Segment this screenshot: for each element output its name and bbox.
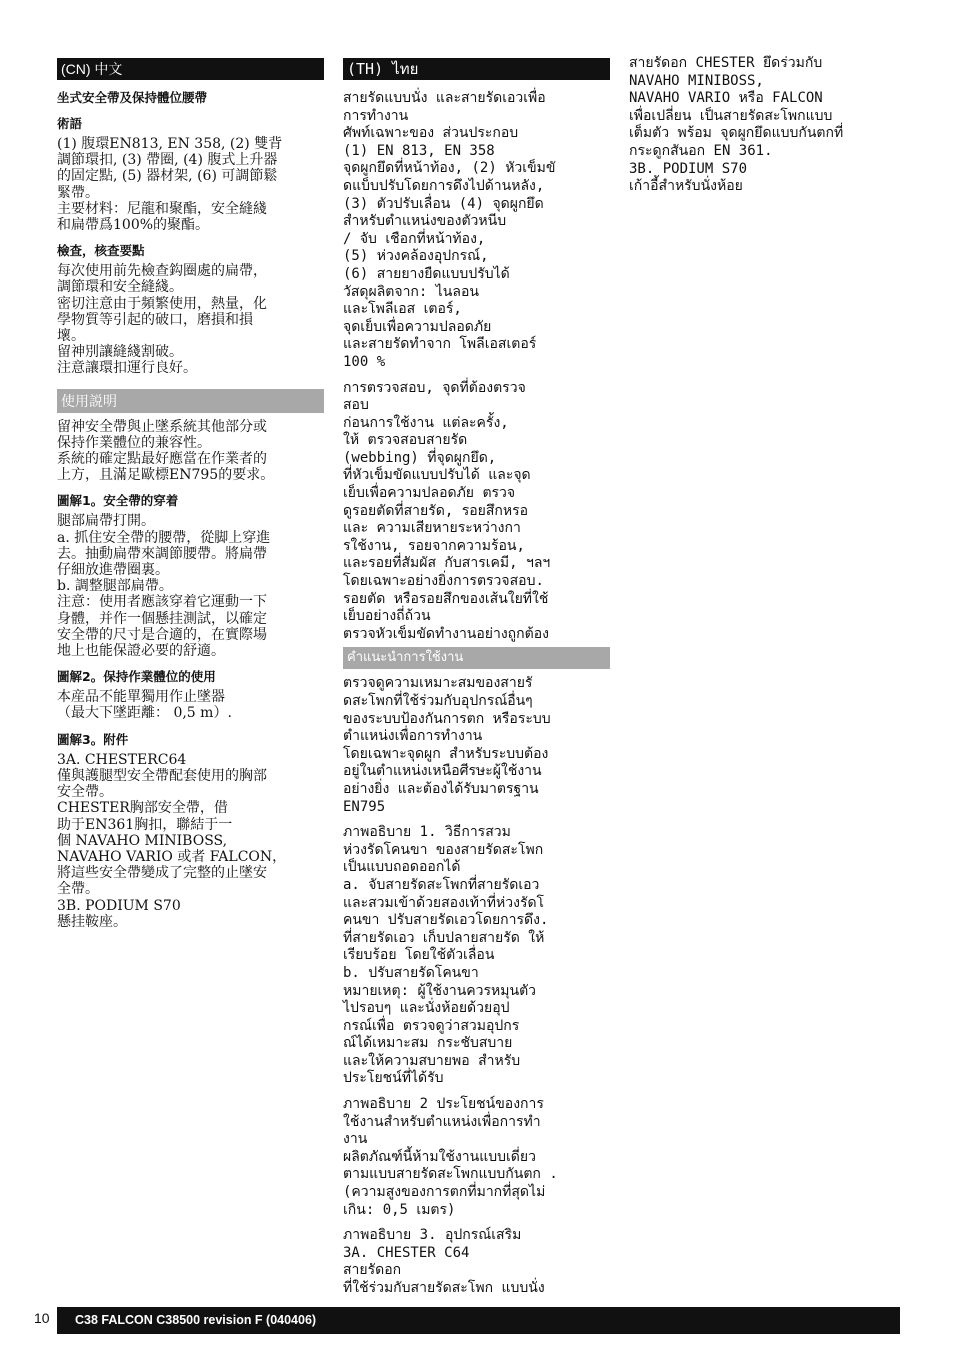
text-line: และสวมเข้าด้วยสองเท้าที่ห่วงรัดโ — [343, 894, 545, 911]
text-line: งาน — [343, 1131, 368, 1148]
text-line: การทำงาน — [343, 107, 409, 124]
fig2-text-th — [343, 1096, 610, 1219]
intro-text-th — [343, 90, 610, 372]
text-line: เต็มตัว พร้อม จุดผูกยึดแบบกันตกที่ — [629, 125, 844, 142]
text-line: (5) ห่วงคล้องอุปกรณ์, — [343, 248, 489, 265]
fig3-text-cn — [57, 752, 324, 930]
text-line: （最大下墜距離： 0,5 m）. — [57, 705, 232, 722]
text-line: ใช้งานสำหรับตำแหน่งเพื่อการทำ — [343, 1113, 541, 1130]
text-line: 的固定點, (5) 器材架, (6) 可調節鬆 — [57, 168, 278, 185]
column-chinese — [57, 58, 324, 930]
text-line: เย็บอย่างถี่ถ้วน — [343, 608, 431, 625]
text-line: เก้าอี้สำหรับนั่งห้อย — [629, 178, 743, 195]
text-line: 將這些安全帶變成了完整的止墜安 — [57, 865, 267, 882]
text-line: NAVAHO VARIO 或者 FALCON， — [57, 848, 287, 865]
text-line: ของระบบป้องกันการตก หรือระบบ — [343, 710, 551, 727]
text-line: เพื่อเปลี่ยน เป็นสายรัดสะโพกแบบ — [629, 107, 833, 124]
text-line: รใช้งาน, รอยจากความร้อน, — [343, 537, 525, 554]
text-line: และสายรัดทำจาก โพลีเอสเตอร์ — [343, 336, 537, 353]
text-line: CHESTER胸部安全帶，借 — [57, 800, 228, 817]
text-line: 本産品不能單獨用作止墜器 — [57, 689, 225, 706]
text-line: ให้ ตรวจสอบสายรัด — [343, 432, 468, 449]
text-line: ที่สายรัดเอว เก็บปลายสายรัด ให้ — [343, 929, 545, 946]
text-line: 3B. PODIUM S70 — [629, 160, 748, 177]
fig3-heading-cn: 圖解3。附件 — [57, 731, 129, 747]
instructions-header-cn: 使用説明 — [57, 389, 324, 413]
fig1-text-cn — [57, 513, 324, 659]
text-line: ตรวจหัวเข็มขัดทำงานอย่างถูกต้อง — [343, 625, 549, 642]
fig2-text-cn — [57, 689, 324, 721]
text-line: ดสะโพกที่ใช้ร่วมกับอุปกรณ์อื่นๆ — [343, 693, 533, 709]
instructions-text-cn — [57, 419, 324, 484]
text-line: กรณ์เพื่อ ตรวจดูว่าสวมอุปกร — [343, 1017, 520, 1034]
text-line: ภาพอธิบาย 1. วิธีการสวม — [343, 824, 511, 841]
text-line: a. จับสายรัดสะโพกที่สายรัดเอว — [343, 876, 540, 893]
text-line: สำหรับตำแหน่งของตัวหนีบ — [343, 213, 507, 230]
text-line: ณ์ได้เหมาะสม กระชับสบาย — [343, 1035, 513, 1052]
text-line: ห่วงรัดโคนขา ของสายรัดสะโพก — [343, 841, 544, 858]
text-line: 緊帶。 — [57, 184, 99, 201]
text-line: ดแบ็บปรับโดยการดึงไปด้านหลัง, — [343, 177, 545, 194]
text-line: โดยเฉพาะอย่างยิ่งการตรวจสอบ. — [343, 573, 544, 590]
text-line: สายรัดอก CHESTER ยึดร่วมกับ — [629, 55, 823, 71]
text-line: b. ปรับสายรัดโคนขา — [343, 964, 479, 981]
text-line: 調節環扣, (3) 帶圈, (4) 腹式上升器 — [57, 152, 278, 169]
text-line: 100 % — [343, 353, 386, 370]
text-line: (6) สายยางยืดแบบปรับได้ — [343, 265, 510, 282]
text-line: สายรัดแบบนั่ง และสายรัดเอวเพื่อ — [343, 90, 546, 106]
text-line: และโพลีเอส เตอร์, — [343, 301, 462, 318]
text-line: EN795 — [343, 798, 386, 815]
text-line: 每次使用前先檢查鈎圈處的扁帶， — [57, 263, 267, 280]
text-line: 3B. PODIUM S70 — [57, 897, 181, 914]
col3-text-th — [629, 55, 899, 196]
text-line: 安全帶。 — [57, 784, 113, 801]
text-line: 全帶。 — [57, 881, 99, 898]
text-line: ตรวจดูความเหมาะสมของสายรั — [343, 675, 533, 692]
text-line: ที่หัวเข็มขัดแบบปรับได้ และจุด — [343, 467, 531, 484]
text-line: 仔細放進帶圈裏。 — [57, 562, 169, 579]
text-line: โดยเฉพาะจุดผูก สำหรับระบบต้อง — [343, 745, 549, 762]
text-line: b. 調整腿部扁帶。 — [57, 578, 173, 595]
text-line: อยู่ในตำแหน่งเหนือศีรษะผู้ใช้งาน — [343, 763, 542, 780]
text-line: ตามแบบสายรัดสะโพกแบบกันตก . — [343, 1166, 558, 1183]
text-line: 助于EN361胸扣，聯結于一 — [57, 816, 233, 833]
text-line: ที่ใช้ร่วมกับสายรัดสะโพก แบบนั่ง — [343, 1280, 545, 1296]
text-line: 個 NAVAHO MINIBOSS, — [57, 832, 228, 849]
footer-bar — [57, 1307, 900, 1334]
text-line: 注意：使用者應該穿着它運動一下 — [57, 594, 267, 611]
text-line: 安全帶的尺寸是合適的，在實際場 — [57, 626, 267, 643]
column-thai-continued — [629, 55, 899, 196]
text-line: ประโยชน์ที่ได้รับ — [343, 1070, 444, 1087]
fig1-heading-cn: 圖解1。安全帶的穿着 — [57, 493, 179, 509]
document-revision-title: C38 FALCON C38500 revision F (040406) — [75, 1313, 317, 1327]
fig2-heading-cn: 圖解2。保持作業體位的使用 — [57, 669, 216, 685]
instructions-header-th: คำแนะนำการใช้งาน — [343, 647, 610, 669]
text-line: (1) EN 813, EN 358 — [343, 142, 495, 159]
text-line: 地上也能保證必要的舒適。 — [57, 643, 225, 660]
text-line: สายรัดอก — [343, 1262, 402, 1279]
text-line: จุดเย็บเพื่อความปลอดภัย — [343, 318, 492, 335]
text-line: 學物質等引起的破口，磨損和損 — [57, 311, 253, 328]
text-line: 注意讓環扣運行良好。 — [57, 360, 197, 377]
text-line: ตำแหน่งเพื่อการทำงาน — [343, 728, 483, 745]
text-line: การตรวจสอบ, จุดที่ต้องตรวจ — [343, 379, 526, 396]
text-line: (1) 腹環EN813, EN 358, (2) 雙背 — [57, 136, 283, 152]
text-line: (3) ตัวปรับเลื่อน (4) จุดผูกยึด — [343, 195, 544, 212]
text-line: 懸挂鞍座。 — [57, 913, 127, 930]
check-text-th — [343, 380, 610, 644]
text-line: 保持作業體位的兼容性。 — [57, 434, 211, 451]
check-heading-cn: 檢查，核查要點 — [57, 243, 145, 259]
section-header-cn: (CN) 中文 — [57, 58, 324, 80]
text-line: อย่างยิ่ง และต้องได้รับมาตรฐาน — [343, 780, 539, 797]
text-line: จุดผูกยึดที่หน้าท้อง, (2) หัวเข็มขั — [343, 160, 556, 177]
text-line: NAVAHO VARIO หรือ FALCON — [629, 90, 823, 107]
terms-text-cn — [57, 136, 324, 233]
text-line: สอบ — [343, 397, 369, 414]
text-line: เป็นแบบถอดออกได้ — [343, 859, 461, 876]
text-line: / จับ เชือกที่หน้าท้อง, — [343, 230, 486, 247]
text-line: 和扁帶爲100%的聚酯。 — [57, 217, 210, 234]
text-line: คนขา ปรับสายรัดเอวโดยการดึง. — [343, 912, 549, 929]
text-line: เกิน: 0,5 เมตร) — [343, 1201, 456, 1218]
text-line: กระดูกสันอก EN 361. — [629, 142, 773, 159]
text-line: 腿部扁帶打開。 — [57, 513, 155, 530]
text-line: เย็บเพื่อความปลอดภัย ตรวจ — [343, 485, 516, 502]
document-title-cn: 坐式安全帶及保持體位腰帶 — [57, 90, 208, 105]
text-line: 調節環和安全縫綫。 — [57, 279, 183, 296]
text-line: 留神安全帶與止墜系統其他部分或 — [57, 418, 267, 435]
text-line: เรียบร้อย โดยใช้ตัวเลื่อน — [343, 947, 495, 964]
text-line: 身體，并作一個懸挂測試，以確定 — [57, 610, 267, 627]
text-line: และ ความเสียหายระหว่างกา — [343, 520, 521, 537]
text-line: และให้ความสบายพอ สำหรับ — [343, 1052, 521, 1069]
text-line: ดูรอยตัดที่สายรัด, รอยสึกหรอ — [343, 502, 529, 519]
text-line: ไปรอบๆ และนั่งห้อยด้วยอุป — [343, 1000, 510, 1017]
text-line: 僅與護腿型安全帶配套使用的胸部 — [57, 767, 267, 784]
text-line: ภาพอธิบาย 3. อุปกรณ์เสริม — [343, 1227, 522, 1244]
text-line: (ความสูงของการตกที่มากที่สุดไม่ — [343, 1184, 546, 1201]
text-line: 密切注意由于頻繁使用，熱量，化 — [57, 295, 267, 312]
text-line: (webbing) ที่จุดผูกยึด, — [343, 449, 497, 466]
text-line: 系統的確定點最好應當在作業者的 — [57, 451, 267, 468]
text-line: 3A. CHESTERC64 — [57, 751, 187, 768]
text-line: รอยตัด หรือรอยสึกของเส้นใยที่ใช้ — [343, 590, 549, 607]
text-line: 去。抽動扁帶來調節腰帶。將扁帶 — [57, 545, 267, 562]
terms-heading-cn: 術語 — [57, 116, 83, 131]
check-text-cn — [57, 263, 324, 376]
section-header-th: (TH) ไทย — [343, 58, 610, 80]
text-line: ผลิตภัณฑ์นี้ห้ามใช้งานแบบเดี่ยว — [343, 1148, 536, 1165]
text-line: และรอยที่สัมผัส กับสารเคมี, ฯลฯ — [343, 555, 551, 572]
text-line: ก่อนการใช้งาน แต่ละครั้ง, — [343, 414, 509, 431]
column-thai — [343, 58, 610, 1298]
text-line: 主要材料：尼龍和聚酯，安全縫綫 — [57, 200, 267, 217]
text-line: วัสดุผลิตจาก: ไนลอน — [343, 283, 479, 300]
text-line: 留神別讓縫綫割破。 — [57, 344, 183, 361]
fig3-text-th — [343, 1227, 610, 1297]
text-line: 上方，且滿足歐標EN795的要求。 — [57, 467, 275, 484]
text-line: 壞。 — [57, 328, 85, 345]
page-number: 10 — [34, 1310, 50, 1326]
fig1-text-th — [343, 824, 610, 1088]
instructions-text-th — [343, 675, 610, 816]
text-line: หมายเหตุ: ผู้ใช้งานควรหมุนตัว — [343, 982, 537, 999]
text-line: a. 抓住安全帶的腰帶，從脚上穿進 — [57, 529, 271, 546]
text-line: NAVAHO MINIBOSS, — [629, 72, 764, 89]
text-line: ภาพอธิบาย 2 ประโยชน์ของการ — [343, 1096, 544, 1113]
text-line: ศัพท์เฉพาะของ ส่วนประกอบ — [343, 125, 519, 142]
text-line: 3A. CHESTER C64 — [343, 1244, 470, 1261]
